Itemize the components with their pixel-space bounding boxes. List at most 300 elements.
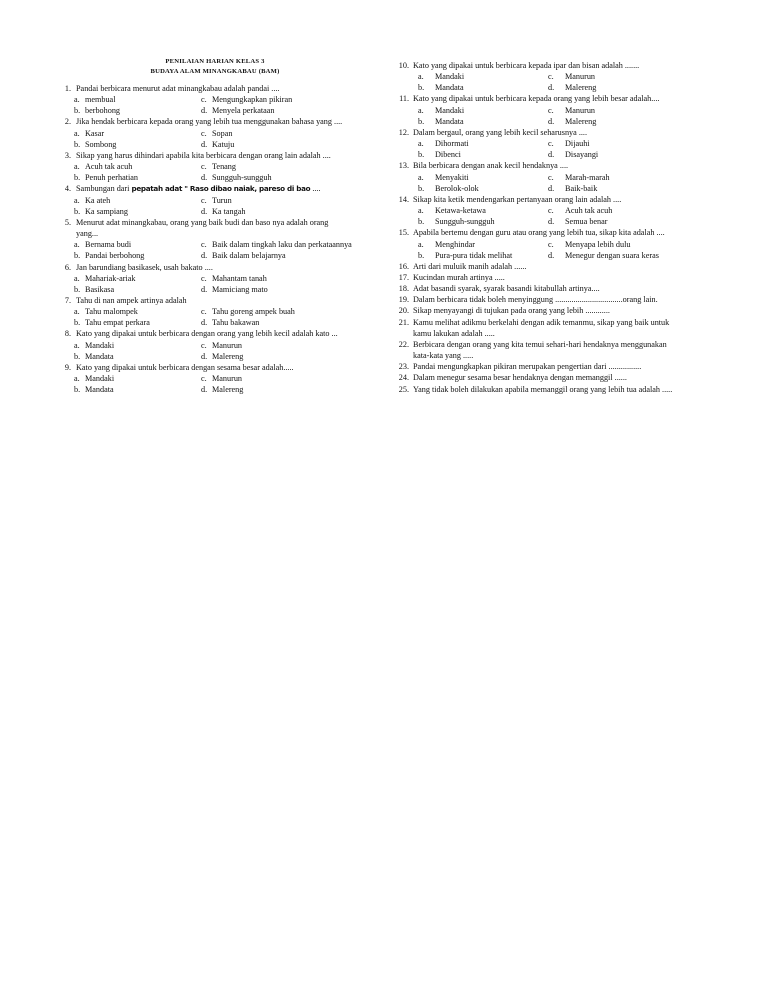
option-text: Ketawa-ketawa bbox=[435, 206, 486, 216]
answer-option bbox=[418, 216, 548, 227]
question-number: 4. bbox=[64, 184, 71, 194]
option-text: Manurun bbox=[212, 374, 243, 384]
answer-option bbox=[548, 172, 610, 183]
option-text: Tahu empat perkara bbox=[85, 318, 150, 328]
question-text: Pandai berbicara menurut adat minangkabau adalah pandai .... bbox=[76, 84, 280, 93]
question-line bbox=[394, 127, 744, 138]
question-line bbox=[394, 361, 744, 372]
question-line bbox=[60, 83, 380, 94]
question-text: Kamu melihat adikmu berkelahi dengan adik temanmu, sikap yang baik untuk bbox=[413, 317, 670, 327]
question-item bbox=[394, 294, 744, 305]
question-item bbox=[60, 183, 380, 216]
option-text: Bernama budi bbox=[85, 240, 132, 250]
option-text: Berolok-olok bbox=[435, 183, 479, 193]
option-text: Sungguh-sungguh bbox=[435, 217, 495, 227]
option-row bbox=[394, 105, 744, 116]
answer-option bbox=[201, 250, 286, 261]
option-letter: d. bbox=[201, 251, 208, 261]
option-text: Penuh perhatian bbox=[85, 173, 138, 183]
answer-option bbox=[74, 206, 201, 217]
option-row bbox=[60, 195, 380, 206]
answer-option bbox=[74, 128, 201, 139]
question-item bbox=[394, 272, 744, 283]
question-text: Berbicara dengan orang yang kita temui sehari-hari hendaknya menggunakan bbox=[413, 339, 667, 349]
answer-option bbox=[548, 183, 597, 194]
question-line bbox=[394, 93, 744, 104]
answer-option bbox=[201, 340, 242, 351]
question-list-left bbox=[60, 83, 380, 395]
option-letter: d. bbox=[548, 217, 555, 227]
answer-option bbox=[201, 94, 292, 105]
option-letter: b. bbox=[418, 183, 425, 193]
option-letter: a. bbox=[74, 128, 80, 138]
question-number: 12. bbox=[398, 127, 409, 137]
question-text: Apabila bertemu dengan guru atau orang yang lebih tua, sikap kita adalah .... bbox=[413, 228, 665, 238]
option-letter: a. bbox=[418, 139, 424, 149]
option-text: Dibenci bbox=[435, 150, 461, 160]
question-line bbox=[394, 339, 744, 350]
answer-option bbox=[201, 139, 234, 150]
answer-option bbox=[74, 195, 201, 206]
question-text: Dalam berbicara tidak boleh menyinggung .................................orang lain. bbox=[413, 295, 658, 305]
option-row bbox=[394, 172, 744, 183]
question-item bbox=[394, 384, 744, 395]
question-item bbox=[394, 283, 744, 294]
answer-option bbox=[74, 284, 201, 295]
option-row bbox=[60, 384, 380, 395]
question-line bbox=[394, 272, 744, 283]
question-text: Sikap kita ketik mendengarkan pertanyaan orang lain adalah .... bbox=[413, 194, 622, 204]
question-item bbox=[394, 305, 744, 316]
question-line bbox=[394, 227, 744, 238]
question-text: Menurut adat minangkabau, orang yang baik budi dan baso nya adalah orang bbox=[76, 217, 329, 227]
option-row bbox=[60, 161, 380, 172]
option-text: berbohong bbox=[85, 106, 121, 116]
option-letter: a. bbox=[74, 162, 80, 172]
question-number: 22. bbox=[398, 339, 409, 349]
question-line bbox=[60, 217, 380, 228]
answer-option bbox=[201, 373, 242, 384]
option-text: Baik dalam belajarnya bbox=[212, 251, 286, 261]
answer-option bbox=[74, 340, 201, 351]
question-number: 17. bbox=[398, 272, 409, 282]
answer-option bbox=[548, 205, 612, 216]
answer-option bbox=[74, 161, 201, 172]
option-text: Mandaki bbox=[435, 105, 465, 115]
question-item bbox=[60, 217, 380, 262]
option-text: Mahariak-ariak bbox=[85, 273, 136, 283]
question-text: Adat basandi syarak, syarak basandi kitabullah artinya.... bbox=[413, 284, 600, 294]
option-letter: c. bbox=[548, 105, 554, 115]
answer-option bbox=[74, 384, 201, 395]
answer-option bbox=[74, 172, 201, 183]
option-letter: d. bbox=[201, 351, 208, 361]
option-text: Tahu malompek bbox=[85, 307, 138, 317]
answer-option bbox=[548, 116, 596, 127]
option-letter: b. bbox=[418, 250, 425, 260]
option-text: Mandata bbox=[435, 83, 464, 93]
question-text: Sikap menyayangi di tujukan pada orang yang lebih ............ bbox=[413, 306, 610, 316]
question-item bbox=[394, 93, 744, 126]
option-letter: c. bbox=[201, 128, 207, 138]
question-number: 6. bbox=[64, 262, 71, 272]
question-text: Dalam menegur sesama besar hendaknya dengan memanggil ...... bbox=[413, 373, 627, 383]
option-letter: d. bbox=[201, 106, 208, 116]
option-text: Malereng bbox=[212, 385, 244, 395]
option-letter: c. bbox=[548, 206, 554, 216]
option-row bbox=[394, 205, 744, 216]
option-text: Mahantam tanah bbox=[212, 273, 267, 283]
question-number: 8. bbox=[64, 329, 71, 339]
question-item bbox=[394, 361, 744, 372]
option-row bbox=[60, 373, 380, 384]
answer-option bbox=[548, 216, 608, 227]
option-text: Malereng bbox=[565, 83, 597, 93]
option-row bbox=[60, 139, 380, 150]
option-row bbox=[394, 116, 744, 127]
answer-option bbox=[548, 149, 598, 160]
question-text: Kato yang dipakai untuk berbicara kepada ipar dan bisan adalah ....... bbox=[413, 61, 640, 70]
option-text: Dihormati bbox=[435, 139, 469, 149]
question-number: 1. bbox=[64, 84, 71, 93]
question-text: Arti dari muluik manih adalah ...... bbox=[413, 261, 527, 271]
question-number: 23. bbox=[398, 362, 409, 372]
option-letter: a. bbox=[74, 307, 80, 317]
answer-option bbox=[201, 161, 236, 172]
answer-option bbox=[418, 138, 548, 149]
option-letter: c. bbox=[201, 240, 207, 250]
option-letter: c. bbox=[548, 239, 554, 249]
option-text: Mamiciang mato bbox=[212, 284, 268, 294]
question-line bbox=[394, 294, 744, 305]
option-letter: b. bbox=[74, 139, 81, 149]
question-item bbox=[394, 194, 744, 227]
question-number: 15. bbox=[398, 228, 409, 238]
option-letter: d. bbox=[201, 284, 208, 294]
question-line bbox=[394, 160, 744, 171]
question-text: Kato yang dipakai untuk berbicara dengan orang yang lebih kecil adalah kato ... bbox=[76, 329, 338, 339]
question-text-part: Sambungan dari bbox=[76, 184, 132, 194]
question-item bbox=[394, 60, 744, 93]
option-letter: a. bbox=[74, 95, 80, 105]
option-text: Turun bbox=[212, 195, 232, 205]
question-item bbox=[60, 83, 380, 116]
option-text: Malereng bbox=[565, 116, 597, 126]
option-letter: a. bbox=[74, 240, 80, 250]
option-letter: b. bbox=[418, 150, 425, 160]
answer-option bbox=[201, 306, 295, 317]
question-item bbox=[394, 372, 744, 383]
question-text: Dalam bergaul, orang yang lebih kecil seharusnya .... bbox=[413, 127, 588, 137]
answer-option bbox=[418, 172, 548, 183]
answer-option bbox=[418, 105, 548, 116]
answer-option bbox=[548, 71, 595, 82]
option-letter: b. bbox=[418, 217, 425, 227]
question-item bbox=[394, 160, 744, 193]
option-text: Pandai berbohong bbox=[85, 251, 145, 261]
option-letter: d. bbox=[548, 250, 555, 260]
question-number: 14. bbox=[398, 194, 409, 204]
option-text: Pura-pura tidak melihat bbox=[435, 250, 513, 260]
answer-option bbox=[201, 105, 275, 116]
option-letter: a. bbox=[74, 340, 80, 350]
option-letter: d. bbox=[548, 83, 555, 93]
option-letter: a. bbox=[418, 206, 424, 216]
option-text: Kasar bbox=[85, 128, 105, 138]
option-text: Katuju bbox=[212, 139, 235, 149]
answer-option bbox=[74, 306, 201, 317]
question-item bbox=[394, 227, 744, 260]
question-text bbox=[76, 183, 380, 194]
question-number: 16. bbox=[398, 261, 409, 271]
answer-option bbox=[548, 239, 630, 250]
question-line bbox=[394, 194, 744, 205]
answer-option bbox=[201, 384, 243, 395]
option-letter: d. bbox=[201, 173, 208, 183]
option-letter: b. bbox=[418, 83, 425, 93]
option-letter: c. bbox=[201, 195, 207, 205]
answer-option bbox=[201, 239, 352, 250]
option-text: Acuh tak acuh bbox=[85, 162, 133, 172]
question-text: Bila berbicara dengan anak kecil hendaknya .... bbox=[413, 161, 569, 171]
question-item bbox=[394, 261, 744, 272]
option-letter: b. bbox=[74, 351, 81, 361]
option-text: Malereng bbox=[212, 351, 244, 361]
option-text: Mandaki bbox=[435, 72, 465, 82]
option-row bbox=[60, 340, 380, 351]
answer-option bbox=[418, 239, 548, 250]
option-text: Baik dalam tingkah laku dan perkataannya bbox=[212, 240, 352, 250]
question-item bbox=[394, 317, 744, 339]
question-item bbox=[60, 116, 380, 149]
option-text: Dijauhi bbox=[565, 139, 590, 149]
option-text: Mandata bbox=[435, 116, 464, 126]
option-text: Sungguh-sungguh bbox=[212, 173, 272, 183]
option-letter: a. bbox=[74, 273, 80, 283]
question-line bbox=[394, 60, 744, 71]
question-item bbox=[394, 127, 744, 160]
option-row bbox=[394, 183, 744, 194]
question-line bbox=[394, 384, 744, 395]
option-row bbox=[60, 284, 380, 295]
option-text: Menyapa lebih dulu bbox=[565, 239, 631, 249]
question-item bbox=[60, 362, 380, 395]
option-text: Tahu goreng ampek buah bbox=[212, 307, 295, 317]
option-letter: d. bbox=[201, 318, 208, 328]
option-letter: d. bbox=[201, 206, 208, 216]
option-text: Manurun bbox=[565, 105, 596, 115]
option-letter: a. bbox=[74, 195, 80, 205]
option-row bbox=[394, 82, 744, 93]
option-text: Menghindar bbox=[435, 239, 476, 249]
answer-option bbox=[74, 139, 201, 150]
option-letter: c. bbox=[201, 374, 207, 384]
option-text: membual bbox=[85, 95, 116, 105]
option-text: Manurun bbox=[212, 340, 243, 350]
answer-option bbox=[201, 195, 232, 206]
question-line bbox=[394, 261, 744, 272]
question-line bbox=[60, 183, 380, 194]
option-text: Basikasa bbox=[85, 284, 115, 294]
question-number: 24. bbox=[398, 373, 409, 383]
pepatah-text: pepatah adat " Raso dibao naiak, pareso di bao bbox=[131, 184, 311, 194]
answer-option bbox=[418, 205, 548, 216]
question-text: Kucindan murah artinya ..... bbox=[413, 272, 505, 282]
option-row bbox=[60, 172, 380, 183]
option-text: Manurun bbox=[565, 72, 596, 82]
option-letter: b. bbox=[74, 385, 81, 395]
option-row bbox=[60, 239, 380, 250]
option-letter: b. bbox=[74, 318, 81, 328]
option-letter: c. bbox=[548, 172, 554, 182]
option-letter: b. bbox=[418, 116, 425, 126]
option-letter: d. bbox=[548, 116, 555, 126]
answer-option bbox=[418, 149, 548, 160]
question-number: 21. bbox=[398, 317, 409, 327]
option-text: Sopan bbox=[212, 128, 233, 138]
option-text: Tahu bakawan bbox=[212, 318, 260, 328]
option-row bbox=[60, 206, 380, 217]
option-row bbox=[60, 306, 380, 317]
option-letter: b. bbox=[74, 251, 81, 261]
question-line bbox=[60, 362, 380, 373]
question-line bbox=[60, 150, 380, 161]
option-text: Mandaki bbox=[85, 374, 115, 384]
option-letter: b. bbox=[74, 173, 81, 183]
question-number: 3. bbox=[64, 150, 71, 160]
question-item bbox=[60, 295, 380, 328]
question-line bbox=[60, 328, 380, 339]
question-number: 19. bbox=[398, 295, 409, 305]
answer-option bbox=[418, 116, 548, 127]
option-row bbox=[394, 138, 744, 149]
option-row bbox=[60, 273, 380, 284]
answer-option bbox=[201, 128, 232, 139]
option-row bbox=[60, 250, 380, 261]
option-text: Mandata bbox=[85, 385, 114, 395]
answer-option bbox=[74, 317, 201, 328]
option-letter: d. bbox=[201, 385, 208, 395]
option-letter: b. bbox=[74, 106, 81, 116]
question-number: 25. bbox=[398, 384, 409, 394]
question-item bbox=[394, 339, 744, 361]
option-row bbox=[60, 105, 380, 116]
answer-option bbox=[548, 250, 659, 261]
question-text-continued: kamu lakukan adalah ..... bbox=[413, 328, 495, 338]
answer-option bbox=[74, 94, 201, 105]
option-letter: d. bbox=[548, 183, 555, 193]
option-letter: b. bbox=[74, 206, 81, 216]
option-row bbox=[394, 149, 744, 160]
option-letter: a. bbox=[418, 105, 424, 115]
option-letter: c. bbox=[201, 162, 207, 172]
option-text: Marah-marah bbox=[565, 172, 610, 182]
option-text: Mandata bbox=[85, 351, 114, 361]
answer-option bbox=[418, 71, 548, 82]
question-line bbox=[60, 116, 380, 127]
question-line bbox=[394, 305, 744, 316]
option-row bbox=[394, 216, 744, 227]
question-line bbox=[394, 317, 744, 328]
question-text: Pandai mengungkapkan pikiran merupakan pengertian dari ................ bbox=[413, 362, 642, 372]
answer-option bbox=[74, 373, 201, 384]
option-letter: a. bbox=[418, 239, 424, 249]
question-text: Sikap yang harus dihindari apabila kita berbicara dengan orang lain adalah .... bbox=[76, 150, 331, 160]
option-row bbox=[60, 128, 380, 139]
option-letter: a. bbox=[418, 72, 424, 82]
question-item bbox=[60, 328, 380, 361]
answer-option bbox=[201, 284, 268, 295]
option-text: Tenang bbox=[212, 162, 236, 172]
answer-option bbox=[548, 138, 590, 149]
answer-option bbox=[74, 239, 201, 250]
option-text: Semua benar bbox=[565, 217, 608, 227]
question-text: Tahu di nan ampek artinya adalah bbox=[76, 295, 187, 305]
answer-option bbox=[548, 82, 596, 93]
option-letter: c. bbox=[201, 340, 207, 350]
option-row bbox=[394, 71, 744, 82]
option-text: Disayangi bbox=[565, 150, 599, 160]
question-text-continued: yang... bbox=[76, 229, 99, 239]
option-text: Ka tangah bbox=[212, 206, 246, 216]
question-line bbox=[394, 283, 744, 294]
question-text: Jika hendak berbicara kepada orang yang lebih tua menggunakan bahasa yang .... bbox=[76, 117, 343, 127]
answer-option bbox=[74, 351, 201, 362]
option-letter: c. bbox=[201, 95, 207, 105]
option-letter: d. bbox=[201, 139, 208, 149]
exam-subtitle: BUDAYA ALAM MINANGKABAU (BAM) bbox=[150, 68, 280, 75]
question-list-right bbox=[394, 60, 744, 395]
option-letter: b. bbox=[74, 284, 81, 294]
question-number: 5. bbox=[64, 217, 71, 227]
question-text-continued: kata-kata yang ..... bbox=[413, 351, 474, 361]
option-letter: a. bbox=[418, 172, 424, 182]
option-letter: c. bbox=[548, 72, 554, 82]
option-text: Sombong bbox=[85, 139, 117, 149]
option-row bbox=[394, 239, 744, 250]
option-text: Mandaki bbox=[85, 340, 115, 350]
option-row bbox=[60, 317, 380, 328]
question-text: Kato yang dipakai untuk berbicara dengan sesama besar adalah..... bbox=[76, 362, 294, 372]
option-text: Menegur dengan suara keras bbox=[565, 250, 659, 260]
option-letter: a. bbox=[74, 374, 80, 384]
answer-option bbox=[418, 183, 548, 194]
option-letter: c. bbox=[201, 307, 207, 317]
option-row bbox=[60, 94, 380, 105]
question-number: 9. bbox=[64, 362, 71, 372]
option-text: Ka ateh bbox=[85, 195, 111, 205]
answer-option bbox=[201, 273, 267, 284]
question-item bbox=[60, 262, 380, 295]
question-number: 13. bbox=[398, 161, 409, 171]
answer-option bbox=[201, 317, 259, 328]
question-number: 18. bbox=[398, 284, 409, 294]
answer-option bbox=[74, 273, 201, 284]
answer-option bbox=[74, 105, 201, 116]
question-text: Kato yang dipakai untuk berbicara kepada orang yang lebih besar adalah.... bbox=[413, 94, 660, 104]
option-text: Ka sampiang bbox=[85, 206, 128, 216]
answer-option bbox=[548, 105, 595, 116]
option-text: Acuh tak acuh bbox=[565, 206, 613, 216]
answer-option bbox=[418, 82, 548, 93]
option-letter: c. bbox=[548, 139, 554, 149]
option-text: Mengungkapkan pikiran bbox=[212, 95, 293, 105]
answer-option bbox=[74, 250, 201, 261]
answer-option bbox=[201, 206, 245, 217]
question-item bbox=[60, 150, 380, 183]
question-text: Yang tidak boleh dilakukan apabila memanggil orang yang lebih tua adalah ..... bbox=[413, 384, 673, 394]
question-number: 11. bbox=[399, 94, 409, 104]
